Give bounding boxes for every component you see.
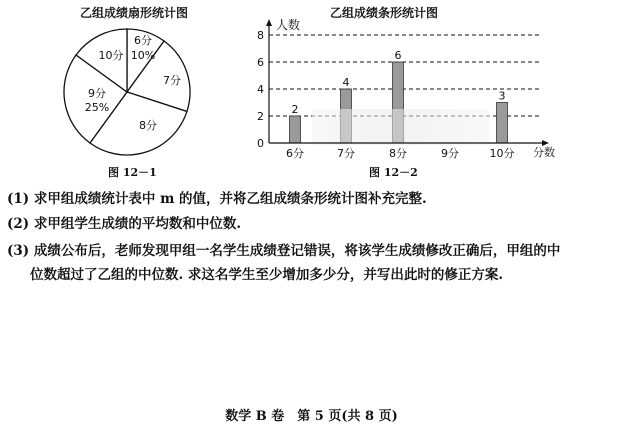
smudge-artifact [312,109,490,145]
y-axis-arrow [266,19,272,26]
bar-chart [250,16,580,166]
x-tick-label: 9分 [441,147,459,160]
x-tick-label: 6分 [286,147,304,160]
y-tick-label: 8 [257,29,264,42]
pie-pct-9: 25% [84,101,110,114]
pie-chart [55,22,205,164]
page-footer: 数学 B 卷 第 5 页(共 8 页) [225,409,398,424]
y-tick-label: 6 [257,56,264,69]
pie-label-10: 10分 [98,49,124,62]
bar-x-ticks [286,146,515,160]
pie-slices [64,29,190,155]
bar-data-label: 2 [291,103,299,116]
bar-chart-title: 乙组成绩条形统计图 [330,6,439,20]
bar-caption: 图 12－2 [369,166,418,179]
pie-label-6: 6分 [134,34,152,47]
question-1: (1) 求甲组成绩统计表中 m 的值，并将乙组成绩条形统计图补充完整. [7,191,427,207]
bar-data-label: 4 [342,76,350,89]
x-tick-label: 10分 [489,147,515,160]
pie-label-9: 9分 [88,87,106,100]
question-2: (2) 求甲组学生成绩的平均数和中位数. [7,216,242,232]
question-3-line-2: 位数超过了乙组的中位数. 求这名学生至少增加多少分，并写出此时的修正方案. [30,267,504,283]
pie-label-8: 8分 [139,119,157,132]
pie-pct-6: 10% [130,49,156,62]
bar-y-ticks [257,29,264,150]
bar-data-label: 3 [498,89,506,103]
y-tick-label: 0 [257,137,264,150]
x-axis-label: 分数 [533,146,555,159]
pie-chart-title: 乙组成绩扇形统计图 [80,6,189,20]
x-tick-label: 7分 [337,147,355,160]
y-axis-label: 人数 [276,18,301,32]
y-tick-label: 4 [257,83,264,96]
x-tick-label: 8分 [389,147,407,160]
y-tick-label: 2 [257,110,264,123]
pie-caption: 图 12－1 [108,166,157,179]
bar-6分 [290,116,301,143]
bar-10分 [497,103,508,144]
bar-data-label: 6 [394,49,402,62]
pie-label-7: 7分 [163,74,181,87]
question-3-line-1: (3) 成绩公布后，老师发现甲组一名学生成绩登记错误，将该学生成绩修改正确后，甲组的中 [7,243,561,259]
